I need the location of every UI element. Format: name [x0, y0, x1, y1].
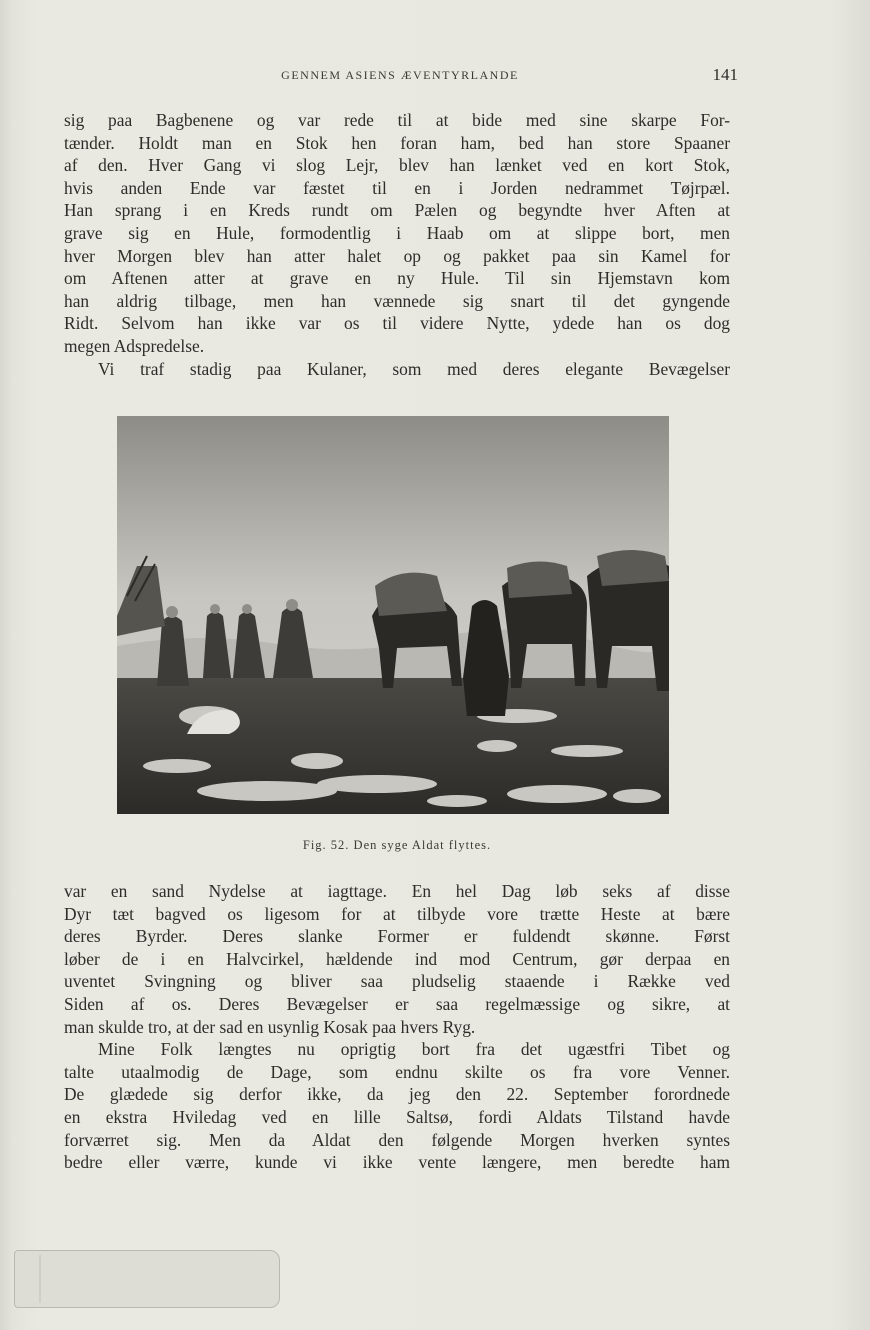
text-line: megen Adspredelse. — [64, 335, 205, 356]
running-head: GENNEM ASIENS ÆVENTYRLANDE — [281, 68, 519, 82]
text-line: han aldrig tilbage, men han vænnede sig snart til det gyngende — [64, 290, 730, 311]
text-line: Mine Folk længtes nu oprigtig bort fra det ugæstfri Tibet og — [98, 1039, 730, 1060]
text-line: om Aftenen atter at grave en ny Hule. Til sin Hjemstavn kom — [64, 268, 730, 289]
text-line: hver Morgen blev han atter halet op og pakket paa sin Kamel for — [64, 245, 730, 266]
text-line: deres Byrder. Deres slanke Former er fuldendt skønne. Først — [64, 926, 730, 947]
text-line: bedre eller værre, kunde vi ikke vente længere, men beredte ham — [64, 1152, 730, 1173]
page-number: 141 — [712, 65, 738, 84]
figure-caption: Fig. 52. Den syge Aldat flyttes. — [302, 838, 492, 852]
label-divider — [39, 1255, 41, 1303]
paragraph-bottom — [64, 880, 730, 1174]
photograph-caravan — [117, 416, 669, 814]
text-line: forværret sig. Men da Aldat den følgende Morgen hverken syntes — [64, 1129, 730, 1150]
text-line: Dyr tæt bagved os ligesom for at tilbyde vore trætte Heste at bære — [64, 903, 730, 924]
text-line: Vi traf stadig paa Kulaner, som med deres elegante Bevægelser — [98, 358, 730, 379]
text-line: man skulde tro, at der sad en usynlig Kosak paa hvers Ryg. — [64, 1016, 476, 1037]
text-line: var en sand Nydelse at iagttage. En hel Dag løb seks af disse — [64, 881, 730, 901]
text-line: Ridt. Selvom han ikke var os til videre Nytte, ydede han os dog — [64, 313, 730, 334]
text-line: hvis anden Ende var fæstet til en i Jorden nedrammet Tøjrpæl. — [64, 177, 730, 198]
photograph-illustration — [117, 416, 669, 814]
text-line: uventet Svingning og bliver saa pludselig staaende i Række ved — [64, 971, 730, 992]
page-header — [62, 66, 738, 86]
text-line: grave sig en Hule, formodentlig i Haab om at slippe bort, men — [64, 222, 730, 243]
text-line: Siden af os. Deres Bevægelser er saa regelmæssige og sikre, at — [64, 993, 730, 1014]
text-line: Han sprang i en Kreds rundt om Pælen og begyndte hver Aften at — [64, 200, 730, 221]
text-line: af den. Hver Gang vi slog Lejr, blev han lænket ved en kort Stok, — [64, 155, 730, 176]
text-line: talte utaalmodig de Dage, som endnu skilte os fra vore Venner. — [64, 1061, 730, 1082]
text-line: sig paa Bagbenene og var rede til at bide med sine skarpe For- — [64, 110, 730, 130]
text-line: en ekstra Hviledag ved en lille Saltsø, fordi Aldats Tilstand havde — [64, 1106, 730, 1127]
text-line: tænder. Holdt man en Stok hen foran ham, bed han store Spaaner — [64, 132, 730, 153]
paragraph-top — [64, 109, 730, 380]
library-label-sticker — [14, 1250, 280, 1308]
text-line: løber de i en Halvcirkel, hældende ind mod Centrum, gør derpaa en — [64, 948, 730, 969]
text-line: De glædede sig derfor ikke, da jeg den 22. September forordnede — [64, 1084, 730, 1105]
